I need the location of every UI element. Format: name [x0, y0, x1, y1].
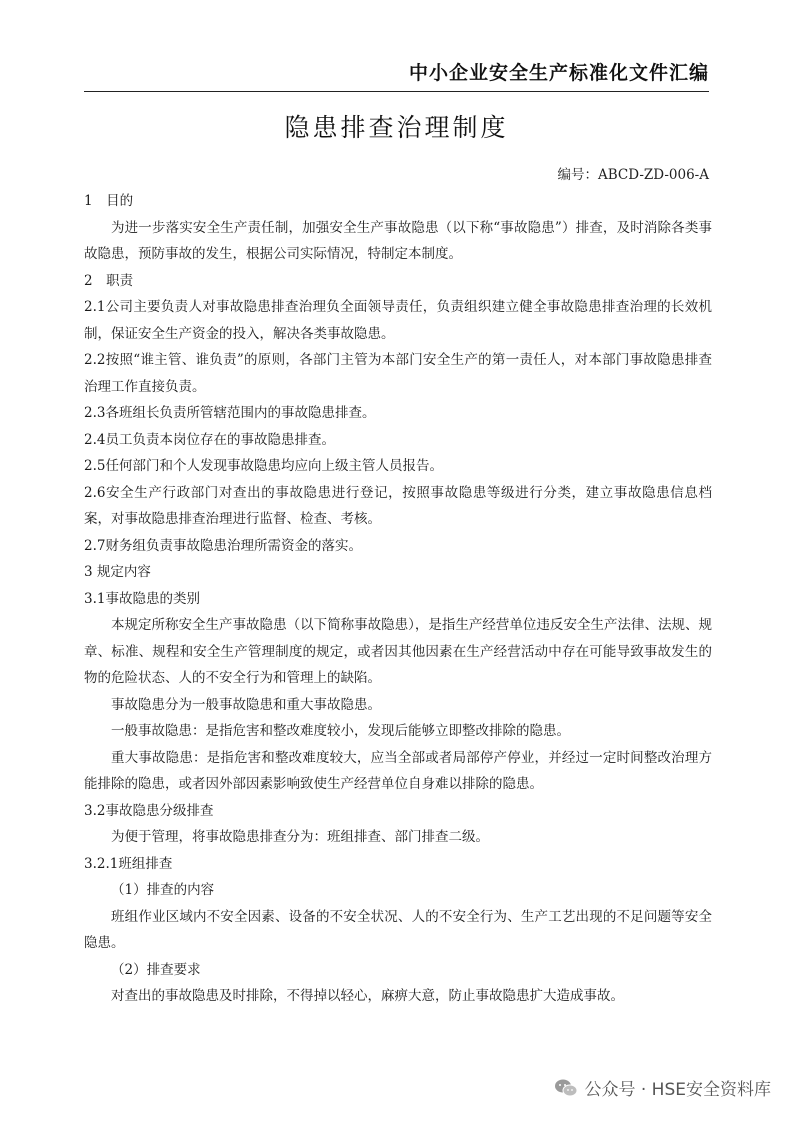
paragraph: 2.4员工负责本岗位存在的事故隐患排查。 — [84, 431, 335, 448]
document-body — [84, 188, 712, 1010]
paragraph: 1 目的 — [84, 193, 134, 209]
paragraph: 为进一步落实安全生产责任制，加强安全生产事故隐患（以下称“事故隐患”）排查，及时消除各类事故隐患，预防事故的发生，根据公司实际情况，特制定本制度。 — [84, 219, 712, 262]
document-series-header: 中小企业安全生产标准化文件汇编 — [84, 58, 709, 92]
document-title: 隐患排查治理制度 — [284, 113, 509, 142]
wechat-icon — [554, 1078, 578, 1098]
paragraph: 2.1公司主要负责人对事故隐患排查治理负全面领导责任，负责组织建立健全事故隐患排查治理的长效机制，保证安全生产资金的投入，解决各类事故隐患。 — [84, 299, 712, 342]
watermark — [554, 1075, 771, 1100]
paragraph: 3 规定内容 — [84, 564, 151, 580]
paragraph: 班组作业区域内不安全因素、设备的不安全状况、人的不安全行为、生产工艺出现的不足问题等安全隐患。 — [84, 908, 712, 951]
watermark-text: 公众号 · HSE安全资料库 — [584, 1080, 771, 1100]
paragraph: 本规定所称安全生产事故隐患（以下简称事故隐患），是指生产经营单位违反安全生产法律、法规、规章、标准、规程和安全生产管理制度的规定，或者因其他因素在生产经营活动中存在可能导致事故发生的物的危险状态、人的不安全行为和管理上的缺陷。 — [84, 617, 712, 686]
paragraph: 3.2事故隐患分级排查 — [84, 802, 214, 819]
paragraph: 3.1事故隐患的类别 — [84, 590, 200, 607]
paragraph: 为便于管理，将事故隐患排查分为：班组排查、部门排查二级。 — [111, 829, 489, 845]
paragraph: 2.2按照“谁主管、谁负责”的原则，各部门主管为本部门安全生产的第一责任人，对本部门事故隐患排查治理工作直接负责。 — [84, 352, 712, 395]
paragraph: 2.6安全生产行政部门对查出的事故隐患进行登记，按照事故隐患等级进行分类，建立事故隐患信息档案，对事故隐患排查治理进行监督、检查、考核。 — [84, 484, 712, 527]
paragraph: 3.2.1班组排查 — [84, 855, 173, 872]
paragraph: 对查出的事故隐患及时排除，不得掉以轻心，麻痹大意，防止事故隐患扩大造成事故。 — [111, 988, 624, 1004]
paragraph: 一般事故隐患：是指危害和整改难度较小，发现后能够立即整改排除的隐患。 — [111, 723, 570, 739]
paragraph: 2.7财务组负责事故隐患治理所需资金的落实。 — [84, 537, 362, 554]
paragraph: （1）排查的内容 — [111, 882, 215, 898]
paragraph: 2.5任何部门和个人发现事故隐患均应向上级主管人员报告。 — [84, 458, 443, 474]
paragraph: 2 职责 — [84, 272, 134, 289]
paragraph: 重大事故隐患：是指危害和整改难度较大，应当全部或者局部停产停业，并经过一定时间整改治理方能排除的隐患，或者因外部因素影响致使生产经营单位自身难以排除的隐患。 — [84, 749, 712, 792]
paragraph: 事故隐患分为一般事故隐患和重大事故隐患。 — [111, 696, 381, 713]
document-number: 编号：ABCD-ZD-006-A — [557, 167, 709, 183]
paragraph: （2）排查要求 — [111, 961, 201, 978]
paragraph: 2.3各班组长负责所管辖范围内的事故隐患排查。 — [84, 405, 376, 421]
